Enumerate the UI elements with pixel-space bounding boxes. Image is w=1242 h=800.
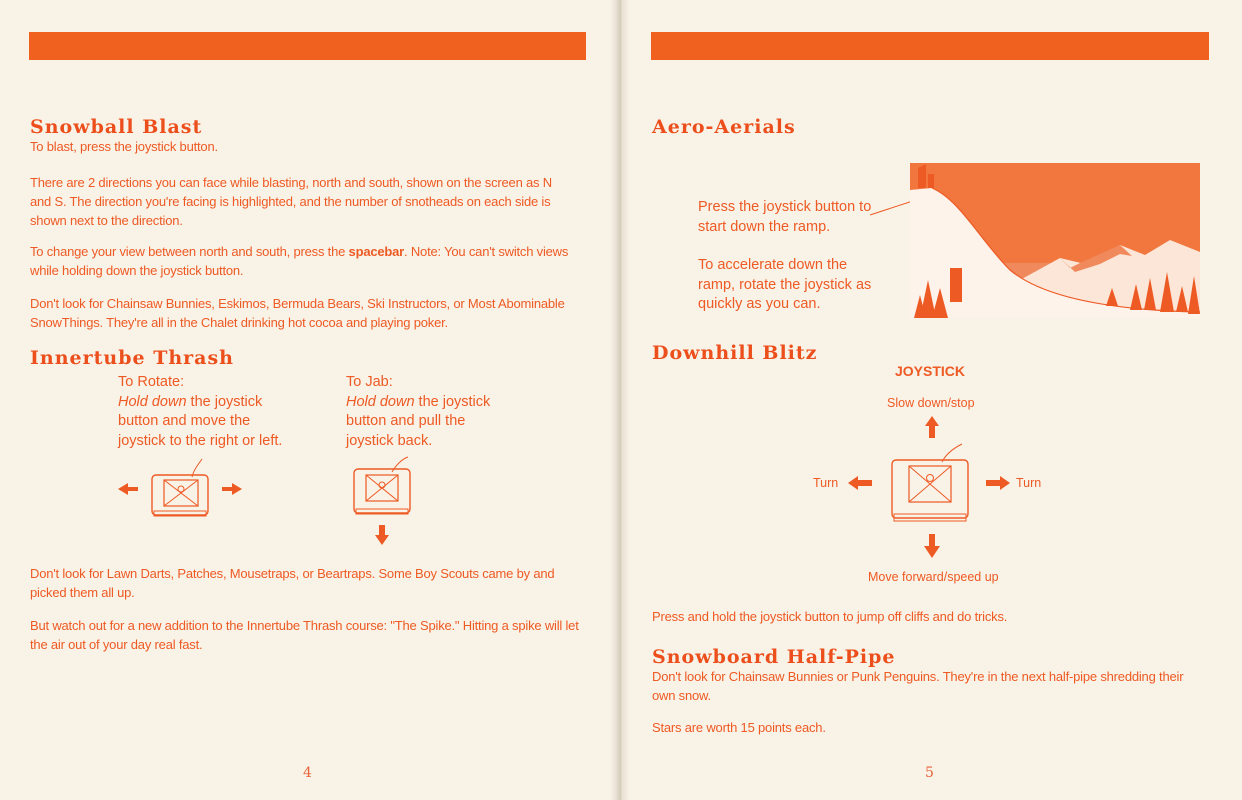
jab-instructions: To Jab: Hold down the joystick button and pull the joystick back. [346,373,506,451]
jab-joystick-diagram [350,455,420,550]
page-number: 4 [303,765,312,781]
aero-aerials-heading: Aero-Aerials [652,116,796,138]
rotate-label: To Rotate: [118,374,185,390]
up-arrow-icon [925,416,939,438]
rotate-joystick-diagram [112,455,252,525]
snowball-p2: There are 2 directions you can face while blasting, north and south, shown on the screen as N and S. The direction you're facing is highlighted, and the number of snotheads on each side is shown next to the direction. [30,175,552,228]
header-bar [29,32,586,60]
right-arrow-icon [222,483,242,495]
left-arrow-icon [118,483,138,495]
book-gutter [610,0,630,800]
downhill-p1: Press and hold the joystick button to jump off cliffs and do tricks. [652,609,1008,624]
joystick-icon [892,444,968,521]
snowball-p1: To blast, press the joystick button. [30,139,218,154]
header-bar [651,32,1209,60]
right-arrow-icon [986,476,1010,490]
spacebar-key-text: spacebar [348,244,405,259]
slow-down-label: Slow down/stop [887,396,975,410]
turn-right-label: Turn [1016,476,1042,490]
left-page [0,0,617,800]
jab-label: To Jab: [346,374,393,390]
snowball-p3: To change your view between north and south, press the spacebar. Note: You can't switch views while holding down the joystick button. [30,244,569,278]
page-number: 5 [925,765,934,781]
innertube-thrash-heading: Innertube Thrash [30,347,234,369]
aero-p2: To accelerate down the ramp, rotate the joystick as quickly as you can. [698,257,872,312]
right-page [622,0,1242,800]
turn-left-label: Turn [813,476,839,490]
downhill-joystick-diagram [842,410,1042,570]
snowball-blast-heading: Snowball Blast [30,116,203,138]
snowball-p4: Don't look for Chainsaw Bunnies, Eskimos, Bermuda Bears, Ski Instructors, or Most Abominable SnowThings. They're all in the Chalet drinking hot cocoa and playing poker. [30,296,565,330]
down-arrow-icon [375,525,389,545]
joystick-icon [152,459,208,516]
downhill-blitz-heading: Downhill Blitz [652,342,818,364]
down-arrow-icon [924,534,940,558]
halfpipe-p2: Stars are worth 15 points each. [652,720,826,735]
joystick-label: JOYSTICK [895,363,966,379]
rotate-instructions: To Rotate: Hold down the joystick button and move the joystick to the right or left. [118,374,283,449]
halfpipe-p1: Don't look for Chainsaw Bunnies or Punk Penguins. They're in the next half-pipe shredding their own snow. [652,669,1184,703]
snowboard-half-pipe-heading: Snowboard Half-Pipe [652,646,896,668]
ski-ramp-illustration [870,160,1200,320]
speed-up-label: Move forward/speed up [868,570,999,584]
aero-p1: Press the joystick button to start down the ramp. [698,199,872,235]
left-arrow-icon [848,476,872,490]
joystick-icon [354,457,410,514]
innertube-p2: But watch out for a new addition to the Innertube Thrash course: "The Spike." Hitting a spike will let the air out of your day real fast. [30,618,579,652]
innertube-p1: Don't look for Lawn Darts, Patches, Mousetraps, or Beartraps. Some Boy Scouts came by and picked them all up. [30,566,555,600]
